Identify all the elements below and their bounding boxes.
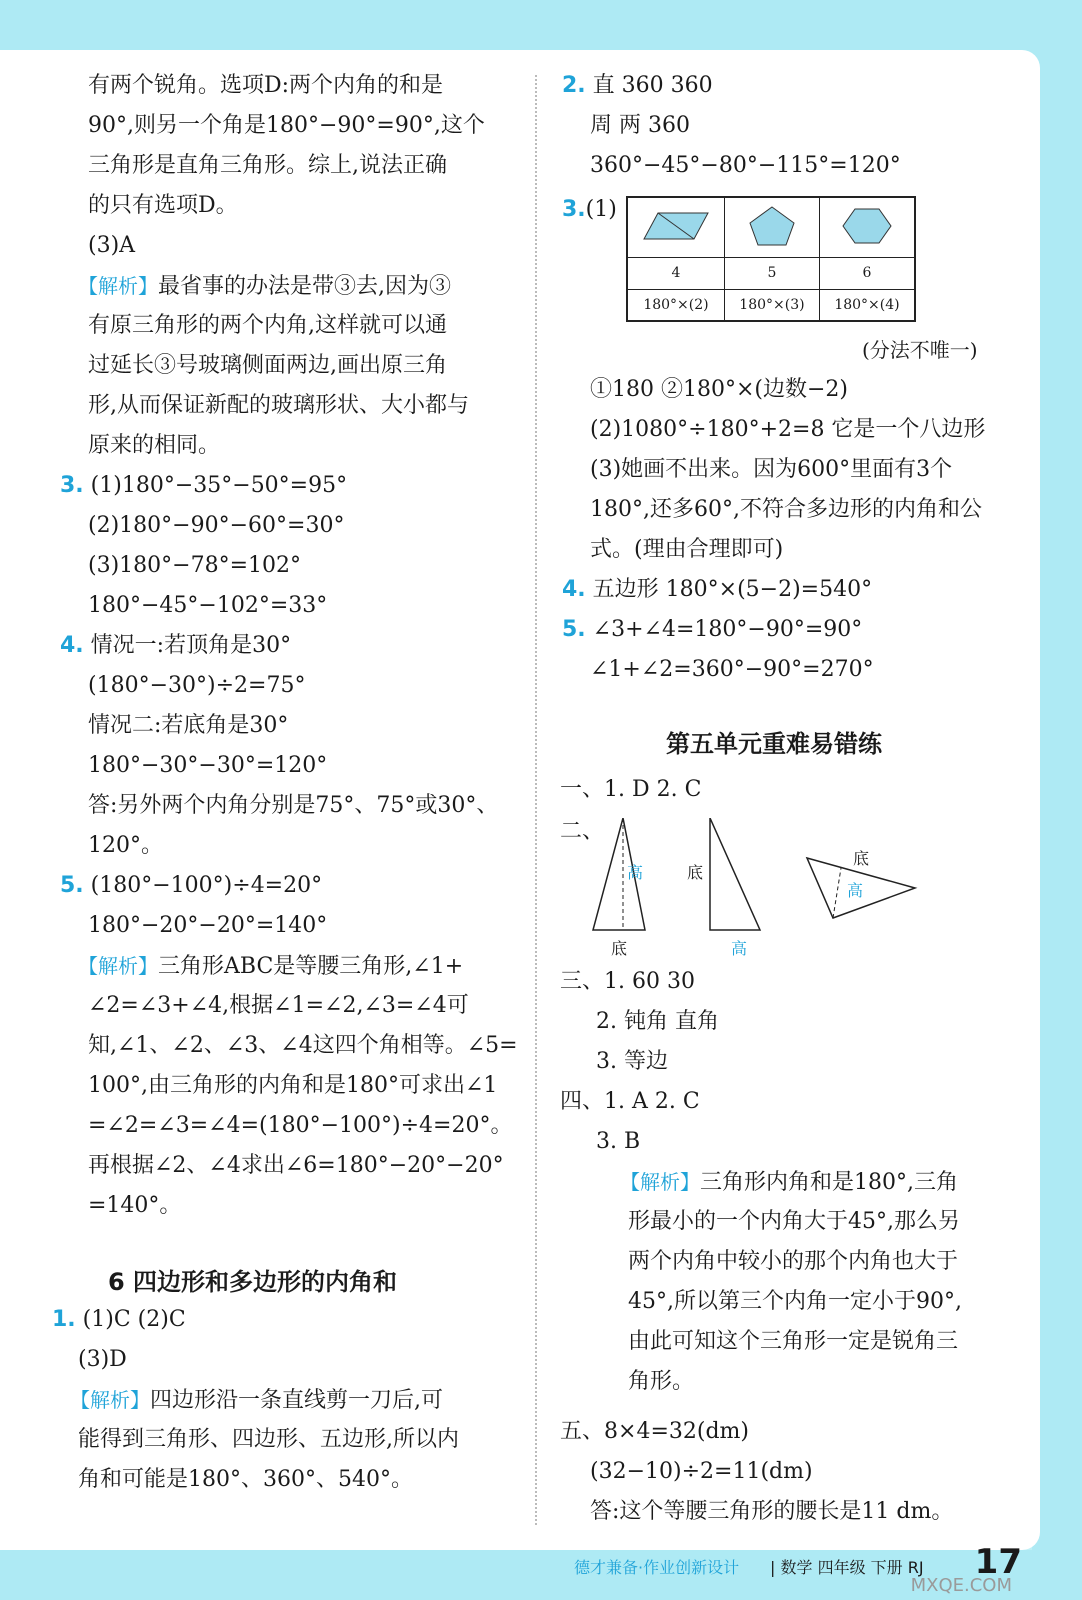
table-cell: 180°×(2) <box>627 289 724 321</box>
question-line <box>562 196 617 224</box>
footer-info: | 数学 四年级 下册 RJ <box>770 1558 924 1577</box>
text-line: 原来的相同。 <box>88 433 221 458</box>
text-line: 的只有选项D。 <box>88 193 238 218</box>
table-cell-shape <box>819 197 915 257</box>
table-cell: 180°×(3) <box>724 289 819 321</box>
text-line: ∠2=∠3+∠4,根据∠1=∠2,∠3=∠4可 <box>88 993 469 1018</box>
text-span: 四边形沿一条直线剪一刀后,可 <box>150 1388 443 1413</box>
text-line: 形最小的一个内角大于45°,那么另 <box>628 1209 960 1234</box>
text-line: ∠1+∠2=360°−90°=270° <box>590 657 874 682</box>
text-line: 360°−45°−80°−115°=120° <box>590 153 901 178</box>
parallelogram-icon <box>636 205 716 245</box>
text-line: =140°。 <box>88 1193 182 1218</box>
text-line: 3. B <box>596 1129 641 1154</box>
label-base: 底 <box>611 939 628 958</box>
question-line <box>60 632 291 660</box>
text-span: (1)C (2)C <box>82 1307 186 1332</box>
table-cell-shape <box>627 197 724 257</box>
text-line: 角形。 <box>628 1369 695 1394</box>
text-span: (1)180°−35°−50°=95° <box>90 473 348 498</box>
text-line: 45°,所以第三个内角一定小于90°, <box>628 1289 962 1314</box>
question-number: 2. <box>562 73 586 98</box>
question-line <box>52 1306 186 1334</box>
text-line: 答:另外两个内角分别是75°、75°或30°、 <box>88 793 499 818</box>
text-span: 8×4=32(dm) <box>604 1419 749 1444</box>
text-line: 角和可能是180°、360°、540°。 <box>78 1467 413 1492</box>
analysis-tag: 【解析】 <box>78 954 158 978</box>
question-line <box>60 872 322 900</box>
table-cell: 5 <box>724 257 819 289</box>
column-divider <box>535 75 537 1525</box>
footer-brand: 德才兼备·作业创新设计 <box>574 1558 740 1577</box>
text-span: 1. 60 30 <box>604 969 695 994</box>
polygon-table <box>626 196 916 322</box>
text-line: (180°−30°)÷2=75° <box>88 673 306 698</box>
text-line: 有两个锐角。选项D:两个内角的和是 <box>88 73 444 98</box>
text-line: (2)180°−90°−60°=30° <box>88 513 345 538</box>
text-line: 两个内角中较小的那个内角也大于 <box>628 1249 959 1274</box>
section-label: 四、 <box>560 1089 605 1114</box>
question-line <box>60 472 347 500</box>
text-span: 五边形 180°×(5−2)=540° <box>592 577 873 602</box>
text-line: (2)1080°÷180°+2=8 它是一个八边形 <box>590 417 986 442</box>
label-high: 高 <box>731 939 748 958</box>
text-line: 180°−30°−30°=120° <box>88 753 328 778</box>
section-label: 一、 <box>560 777 605 802</box>
text-line: 知,∠1、∠2、∠3、∠4这四个角相等。∠5= <box>88 1033 518 1058</box>
text-line: ①180 ②180°×(边数−2) <box>590 377 849 402</box>
analysis-line <box>78 272 451 301</box>
text-span: 直 360 360 <box>592 73 713 98</box>
analysis-tag: 【解析】 <box>70 1388 150 1412</box>
text-line: 2. 钝角 直角 <box>596 1009 719 1034</box>
text-line: (3)A <box>88 233 136 258</box>
text-line: 周 两 360 <box>590 113 690 138</box>
text-line: 180°−20°−20°=140° <box>88 913 328 938</box>
section-line <box>560 968 695 996</box>
section-line <box>560 776 701 804</box>
watermark: MXQE.COM <box>910 1575 1012 1596</box>
text-line: 90°,则另一个角是180°−90°=90°,这个 <box>88 113 485 138</box>
section-heading: 6 四边形和多边形的内角和 <box>108 1268 398 1296</box>
label-base: 底 <box>853 849 870 868</box>
text-line: (3)她画不出来。因为600°里面有3个 <box>590 457 953 482</box>
section-label: 五、 <box>560 1419 605 1444</box>
question-number: 4. <box>562 577 586 602</box>
text-span: (1) <box>585 197 617 222</box>
hexagon-icon <box>837 203 897 247</box>
question-number: 5. <box>562 617 586 642</box>
text-line: 180°−45°−102°=33° <box>88 593 328 618</box>
text-span: 三角形ABC是等腰三角形,∠1+ <box>158 954 464 979</box>
label-high: 高 <box>847 881 864 900</box>
unit-heading: 第五单元重难易错练 <box>666 730 882 758</box>
text-line: 120°。 <box>88 833 163 858</box>
section-label: 三、 <box>560 969 605 994</box>
text-line: 能得到三角形、四边形、五边形,所以内 <box>78 1427 459 1452</box>
text-line: 式。(理由合理即可) <box>590 537 784 562</box>
question-number: 3. <box>60 473 84 498</box>
text-line: 180°,还多60°,不符合多边形的内角和公 <box>590 497 982 522</box>
text-span: 最省事的办法是带③去,因为③ <box>158 274 451 299</box>
analysis-tag: 【解析】 <box>620 1170 700 1194</box>
text-span: 1. A 2. C <box>604 1089 700 1114</box>
text-line: 再根据∠2、∠4求出∠6=180°−20°−20° <box>88 1153 504 1178</box>
section-line <box>560 1418 749 1446</box>
text-line: (32−10)÷2=11(dm) <box>590 1459 813 1484</box>
page-number: 17 <box>974 1542 1022 1582</box>
question-number: 3. <box>562 197 586 222</box>
text-span: (180°−100°)÷4=20° <box>90 873 323 898</box>
table-cell: 4 <box>627 257 724 289</box>
text-line: 三角形是直角三角形。综上,说法正确 <box>88 153 447 178</box>
text-line: 答:这个等腰三角形的腰长是11 dm。 <box>590 1499 954 1524</box>
triangle-2 <box>710 818 760 930</box>
text-line: 100°,由三角形的内角和是180°可求出∠1 <box>88 1073 498 1098</box>
text-span: 1. D 2. C <box>604 777 702 802</box>
analysis-line <box>78 952 463 981</box>
text-line: 过延长③号玻璃侧面两边,画出原三角 <box>88 353 447 378</box>
text-line: 由此可知这个三角形一定是锐角三 <box>628 1329 959 1354</box>
text-line: 有原三角形的两个内角,这样就可以通 <box>88 313 447 338</box>
text-span: ∠3+∠4=180°−90°=90° <box>592 617 863 642</box>
section-label: 二、 <box>560 819 605 844</box>
question-number: 5. <box>60 873 84 898</box>
text-line: 3. 等边 <box>596 1049 668 1074</box>
question-line <box>562 616 862 644</box>
text-span: 三角形内角和是180°,三角 <box>700 1170 958 1195</box>
pentagon-icon <box>742 203 802 247</box>
question-number: 4. <box>60 633 84 658</box>
analysis-tag: 【解析】 <box>78 274 158 298</box>
text-line: (3)180°−78°=102° <box>88 553 302 578</box>
question-line <box>562 576 872 604</box>
question-number: 1. <box>52 1307 76 1332</box>
analysis-line <box>620 1168 958 1197</box>
label-base: 底 <box>687 863 704 882</box>
section-line <box>560 1088 700 1116</box>
label-high: 高 <box>627 863 644 882</box>
text-line: (分法不唯一) <box>862 338 978 362</box>
height-line-3 <box>833 868 841 918</box>
table-cell: 180°×(4) <box>819 289 915 321</box>
text-line: (3)D <box>78 1347 127 1372</box>
table-cell: 6 <box>819 257 915 289</box>
text-line: 形,从而保证新配的玻璃形状、大小都与 <box>88 393 469 418</box>
table-cell-shape <box>724 197 819 257</box>
text-line: =∠2=∠3=∠4=(180°−100°)÷4=20°。 <box>88 1113 513 1138</box>
text-line: 情况二:若底角是30° <box>88 713 289 738</box>
analysis-line <box>70 1386 443 1415</box>
triangles-figure <box>585 818 925 958</box>
text-span: 情况一:若顶角是30° <box>90 633 292 658</box>
question-line <box>562 72 713 100</box>
